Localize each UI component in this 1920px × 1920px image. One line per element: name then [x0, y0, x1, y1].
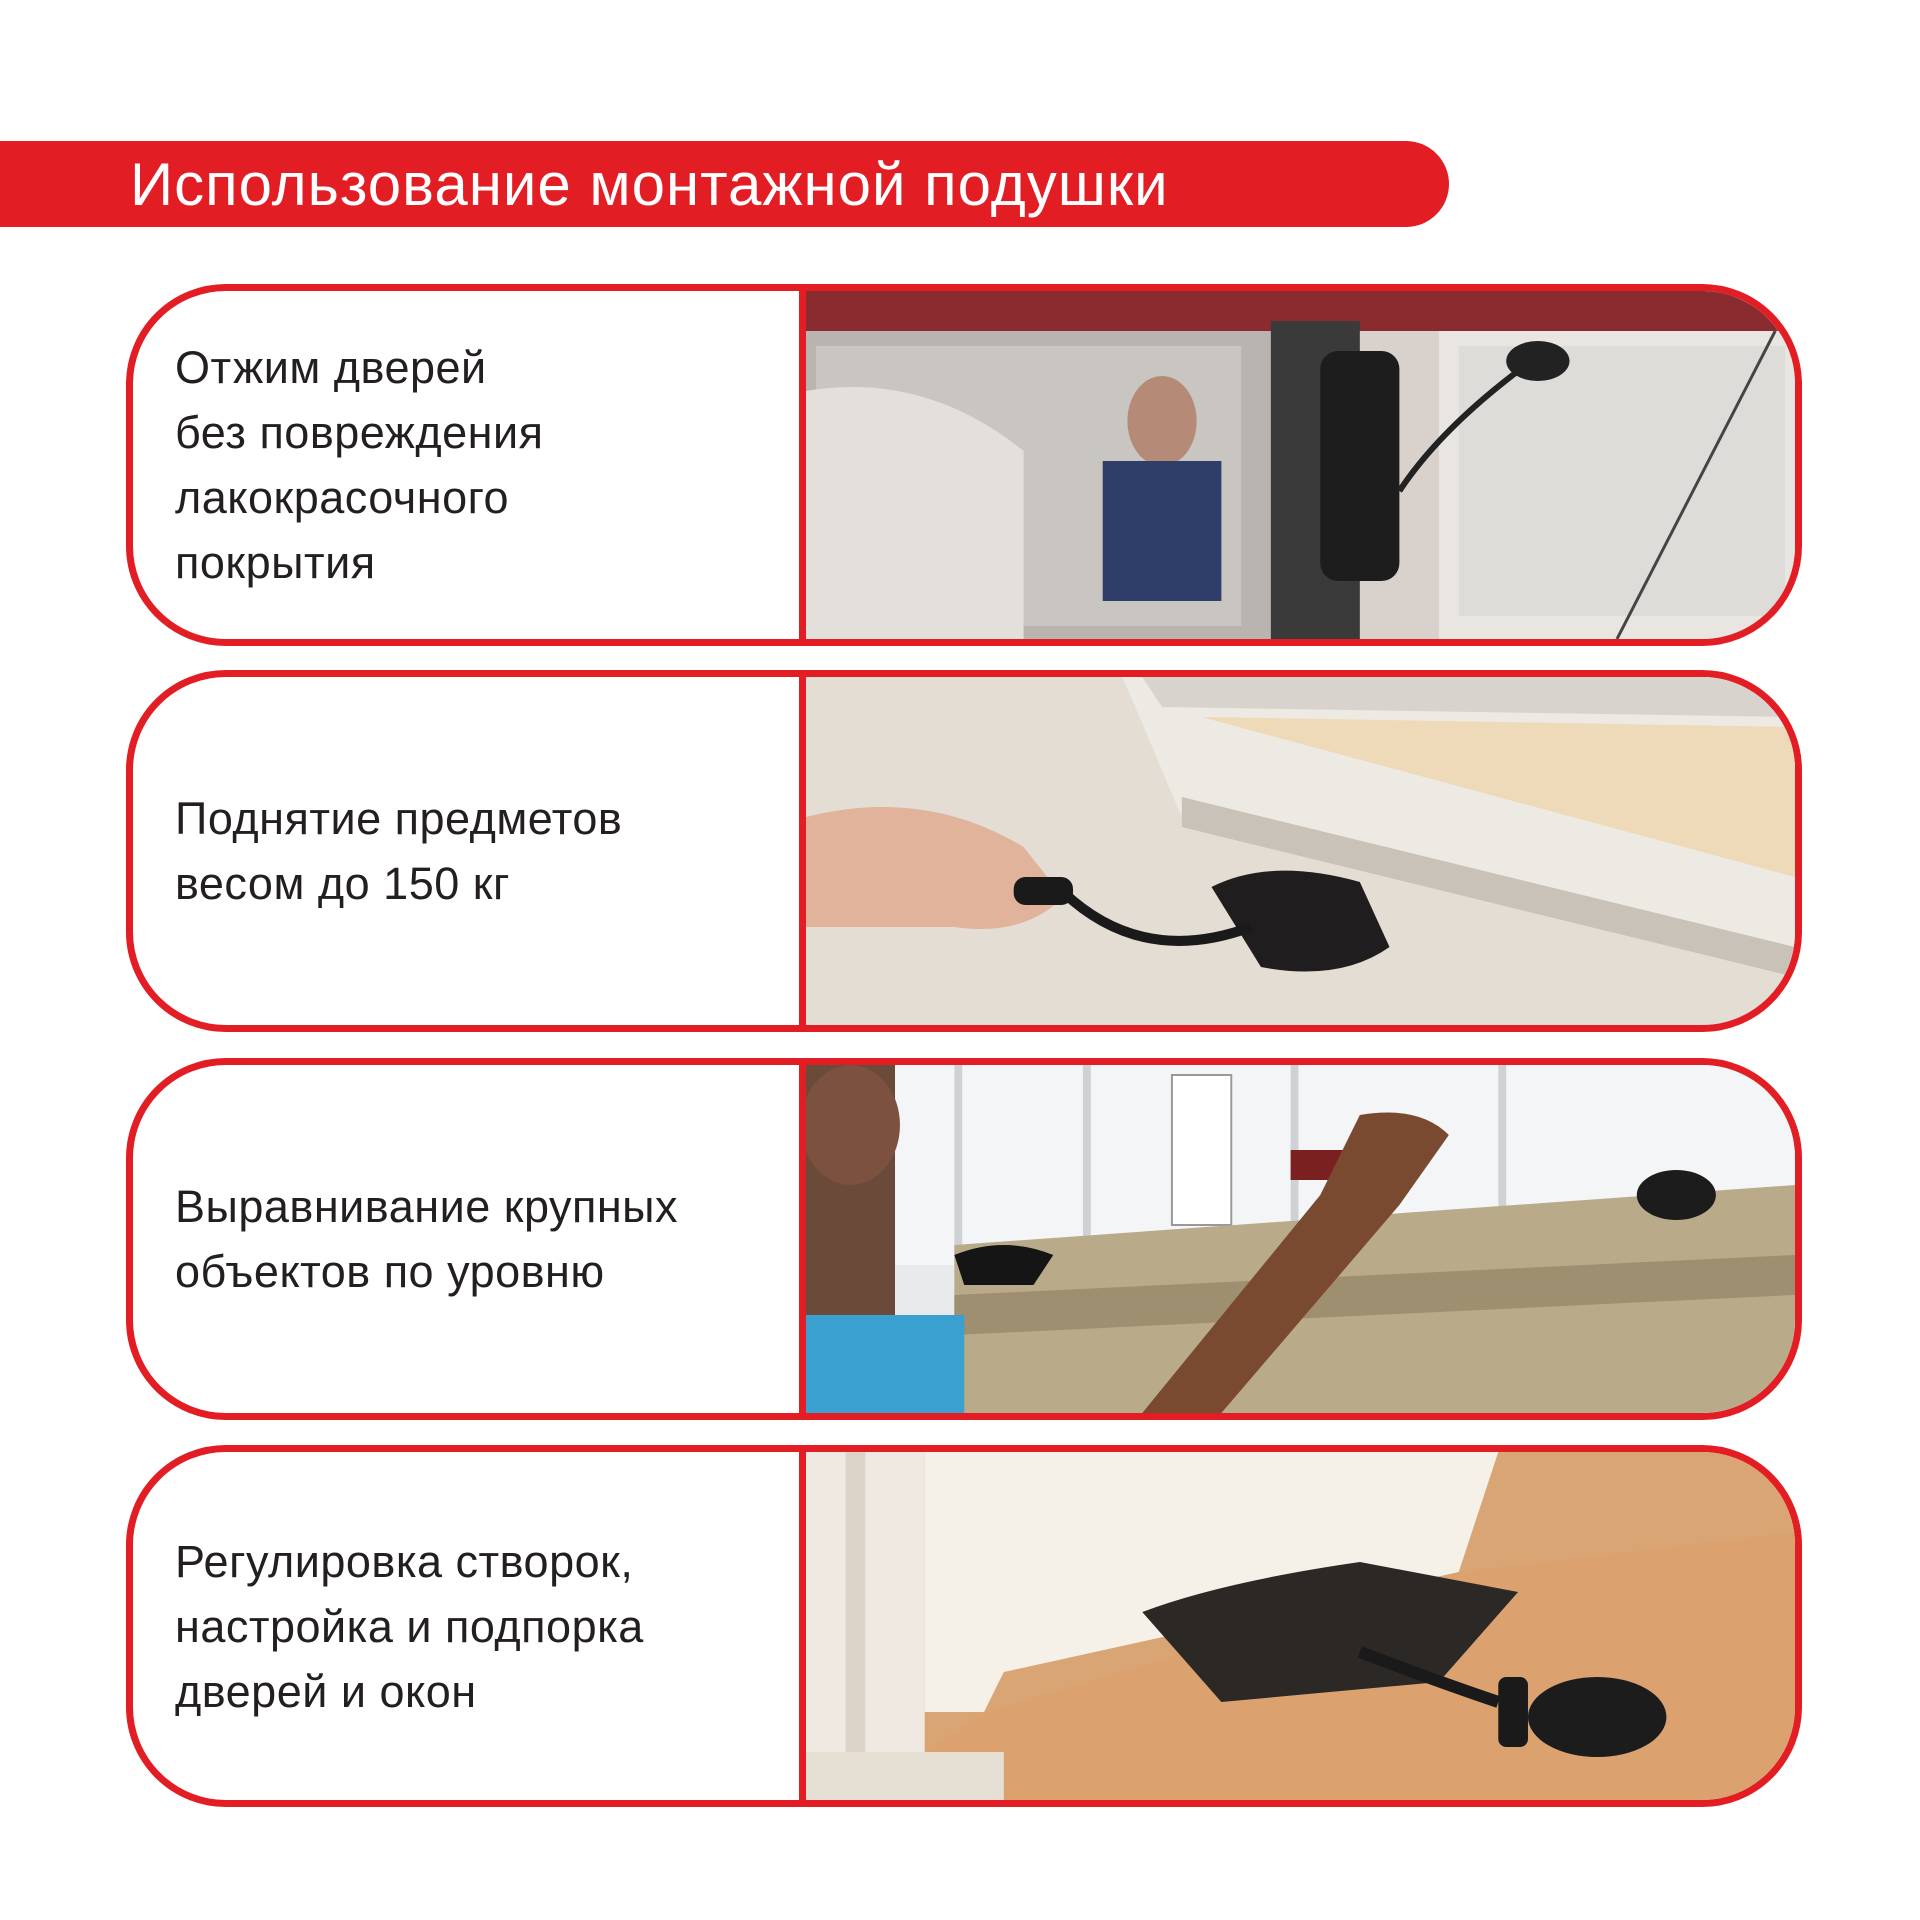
- title-banner: [0, 141, 1449, 227]
- feature-card-door-opening: [126, 284, 1802, 646]
- feature-text-block: [175, 1452, 795, 1800]
- appliance-lifting-photo: [799, 677, 1795, 1025]
- feature-text-block: [175, 677, 795, 1025]
- feature-description: Отжим дверей без повреждения лакокрасочного покрытия: [175, 342, 544, 588]
- feature-text-block: [175, 291, 795, 639]
- feature-card-lifting: [126, 670, 1802, 1032]
- car-door-wedge-photo: [799, 291, 1795, 639]
- door-shimming-photo: [799, 1452, 1795, 1800]
- feature-description: Поднятие предметов весом до 150 кг: [175, 793, 623, 909]
- feature-card-door-adjusting: [126, 1445, 1802, 1807]
- window-leveling-photo: [799, 1065, 1795, 1413]
- feature-text-block: [175, 1065, 795, 1413]
- feature-description: Выравнивание крупных объектов по уровню: [175, 1181, 679, 1297]
- feature-card-leveling: [126, 1058, 1802, 1420]
- feature-description: Регулировка створок, настройка и подпорка дверей и окон: [175, 1535, 644, 1717]
- page-title: Использование монтажной подушки: [130, 150, 1169, 218]
